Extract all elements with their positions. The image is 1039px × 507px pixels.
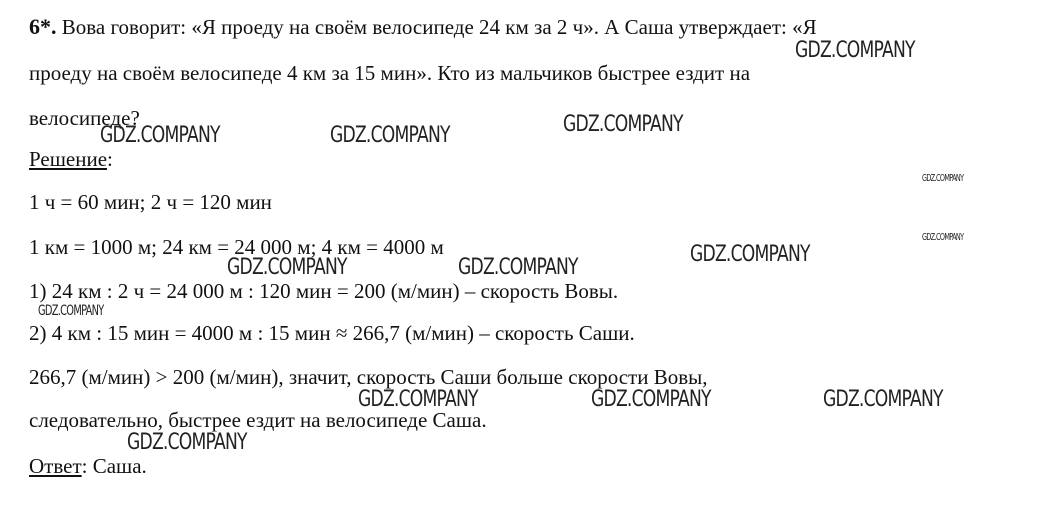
watermark: GDZ.COMPANY xyxy=(591,387,711,412)
watermark: GDZ.COMPANY xyxy=(690,242,810,267)
answer-line xyxy=(29,453,147,479)
watermark: GDZ.COMPANY xyxy=(823,387,943,412)
answer-text: : Саша. xyxy=(81,454,147,478)
problem-line-3: велосипеде? xyxy=(29,106,140,130)
problem-line-2: проеду на своём велосипеде 4 км за 15 мин». Кто из мальчиков быстрее ездит на xyxy=(29,61,751,85)
problem-line-1 xyxy=(29,14,817,40)
watermark: GDZ.COMPANY xyxy=(458,255,578,280)
solution-heading-line xyxy=(29,146,113,172)
watermark: GDZ.COMPANY xyxy=(330,123,450,148)
problem-text-1: Вова говорит: «Я проеду на своём велосипеде 24 км за 2 ч». А Саша утверждает: «Я xyxy=(61,15,817,39)
watermark: GDZ.COMPANY xyxy=(227,255,347,280)
problem-number: 6*. xyxy=(29,14,57,39)
watermark: GDZ.COMPANY xyxy=(358,387,478,412)
watermark: GDZ.COMPANY xyxy=(922,173,964,184)
solution-line-4: 2) 4 км : 15 мин = 4000 м : 15 мин ≈ 266,7 (м/мин) – скорость Саши. xyxy=(29,321,635,345)
watermark: GDZ.COMPANY xyxy=(127,430,247,455)
watermark: GDZ.COMPANY xyxy=(100,123,220,148)
solution-heading: Решение xyxy=(29,147,108,171)
watermark: GDZ.COMPANY xyxy=(795,38,915,63)
answer-label: Ответ xyxy=(29,454,82,478)
solution-line-5: 266,7 (м/мин) > 200 (м/мин), значит, скорость Саши больше скорости Вовы, xyxy=(29,365,708,389)
solution-line-1: 1 ч = 60 мин; 2 ч = 120 мин xyxy=(29,190,272,214)
watermark: GDZ.COMPANY xyxy=(563,112,683,137)
solution-line-3: 1) 24 км : 2 ч = 24 000 м : 120 мин = 200 (м/мин) – скорость Вовы. xyxy=(29,279,619,303)
watermark: GDZ.COMPANY xyxy=(38,303,104,319)
watermark: GDZ.COMPANY xyxy=(922,232,964,243)
solution-line-6: следовательно, быстрее ездит на велосипеде Саша. xyxy=(29,408,487,432)
solution-line-2: 1 км = 1000 м; 24 км = 24 000 м; 4 км = 4000 м xyxy=(29,235,444,259)
solution-heading-colon: : xyxy=(107,147,113,171)
